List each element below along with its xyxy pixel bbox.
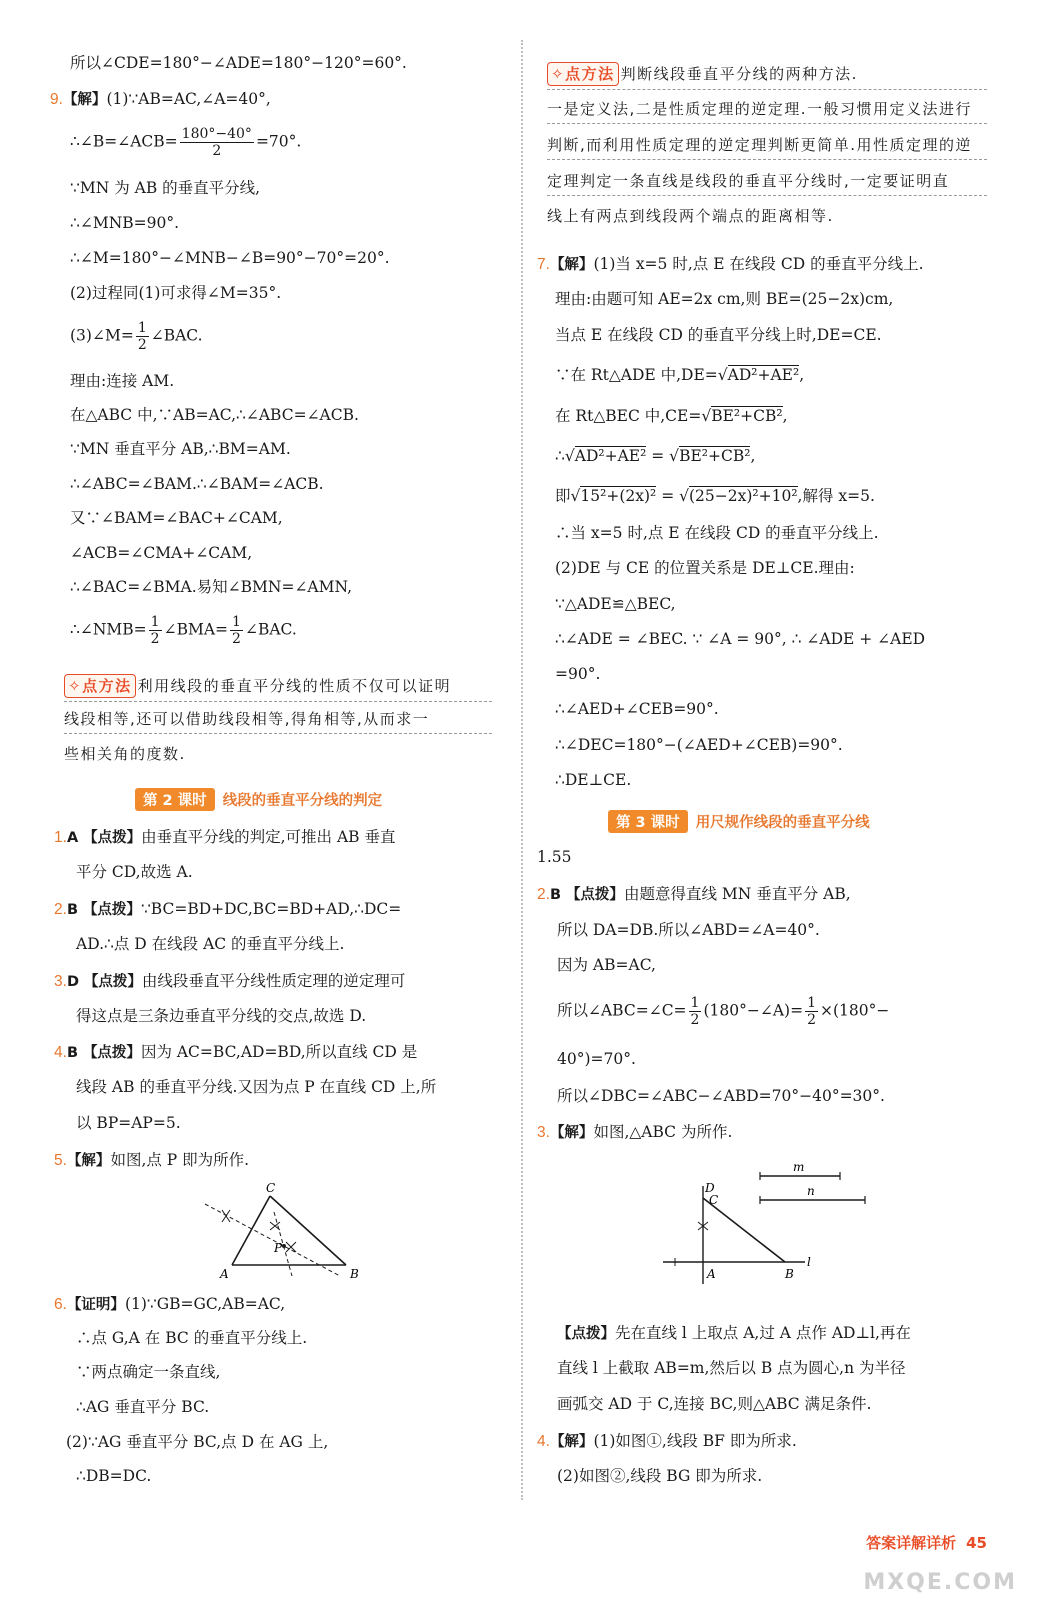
equation-line (70, 320, 203, 353)
hint-line (557, 1322, 911, 1345)
text-line: ∵MN 为 AB 的垂直平分线, (70, 179, 261, 197)
text-fragment: ∵BC=BD+DC,BC=BD+AD,∴DC= (140, 900, 402, 918)
label-c: C (266, 1182, 276, 1195)
label-b: B (350, 1267, 359, 1281)
question-number: 5. (54, 1152, 67, 1169)
text-line: 40°)=70°. (557, 1050, 636, 1068)
arc-mark (222, 1210, 230, 1222)
text-line: 因为 AB=AC, (557, 956, 656, 974)
section-header-2 (135, 788, 382, 812)
text-line: 直线 l 上截取 AB=m,然后以 B 点为圆心,n 为半径 (557, 1359, 906, 1377)
method-text: 线段相等,还可以借助线段相等,得角相等,从而求一 (64, 708, 492, 734)
arc-mark (286, 1242, 296, 1252)
text-line: 所以∠DBC=∠ABC−∠ABD=70°−40°=30°. (557, 1087, 885, 1105)
question-number: 6. (54, 1296, 67, 1313)
text-line: ∠ACB=∠CMA+∠CAM, (70, 544, 253, 562)
text-line: 所以 DA=DB.所以∠ABD=∠A=40°. (557, 921, 820, 939)
method-badge: ✧点方法 (547, 62, 619, 86)
fraction (180, 126, 254, 159)
fraction (689, 995, 702, 1028)
denominator: 2 (690, 1012, 700, 1028)
label-n: n (807, 1184, 815, 1198)
text-fragment: 由线段垂直平分线性质定理的逆定理可 (141, 972, 406, 990)
text-fragment: , (799, 366, 805, 384)
section-header-3 (608, 810, 870, 834)
equation-line: ∴√AD²+AE² = √BE²+CB², (555, 447, 756, 465)
text-fragment: 由垂直平分线的判定,可推出 AB 垂直 (141, 828, 396, 846)
question-1-s3 (537, 846, 572, 868)
text-fragment: ∴ (555, 447, 565, 465)
footer-label: 答案详解详析 (866, 1534, 957, 1552)
text-fragment: (1)∵GB=GC,AB=AC, (124, 1295, 286, 1313)
equation-line: ∵在 Rt△ADE 中,DE=√AD²+AE², (555, 366, 805, 384)
label-p: P (274, 1241, 283, 1255)
equation-line: 在 Rt△BEC 中,CE=√BE²+CB², (555, 407, 788, 425)
text-line: ∴∠AED+∠CEB=90°. (555, 700, 719, 718)
label-b: B (785, 1267, 794, 1281)
answer-choice: D (66, 974, 79, 990)
text-line: ∵MN 垂直平分 AB,∴BM=AM. (70, 440, 291, 458)
answer-tag: 【解】 (549, 257, 594, 273)
label-c: C (709, 1193, 719, 1207)
section-badge: 第 2 课时 (135, 788, 215, 811)
question-2 (54, 898, 401, 921)
text-line: ∴点 G,A 在 BC 的垂直平分线上. (76, 1329, 308, 1347)
label-m: m (793, 1160, 805, 1174)
text-line: (2)如图②,线段 BG 即为所求. (557, 1467, 763, 1485)
text-line: 所以∠CDE=180°−∠ADE=180°−120°=60°. (70, 54, 407, 72)
question-number: 4. (54, 1044, 67, 1061)
figure-construction (655, 1158, 875, 1288)
hint-tag: 【点拨】 (83, 974, 142, 990)
text-fragment: 即 (555, 487, 571, 505)
question-number: 7. (537, 256, 550, 273)
numerator: 1 (807, 995, 816, 1011)
text-line: 又∵∠BAM=∠BAC+∠CAM, (70, 509, 283, 527)
question-number: 2. (537, 886, 550, 903)
text-line: ∴∠M=180°−∠MNB−∠B=90°−70°=20°. (70, 249, 390, 267)
text-line: 理由:连接 AM. (70, 372, 175, 390)
text-line: ∴∠DEC=180°−(∠AED+∠CEB)=90°. (555, 736, 843, 754)
radicand: AD²+AE² (574, 447, 647, 465)
text-fragment: ×(180°− (819, 1001, 890, 1020)
denominator: 2 (150, 631, 160, 647)
text-fragment: ∴∠B=∠ACB= (70, 132, 178, 151)
page-number: 45 (966, 1534, 987, 1552)
denominator: 2 (137, 337, 147, 353)
question-4 (54, 1041, 417, 1064)
question-number: 3. (54, 973, 67, 990)
question-number: 1. (54, 829, 67, 846)
side-ac (232, 1196, 270, 1265)
answer-tag: 【解】 (62, 92, 107, 108)
text-fragment: 由题意得直线 MN 垂直平分 AB, (623, 885, 851, 903)
method-badge: ✧点方法 (64, 674, 136, 698)
question-number: 2. (54, 901, 67, 918)
text-line: 线段 AB 的垂直平分线.又因为点 P 在直线 CD 上,所 (76, 1078, 437, 1096)
radicand: 15²+(2x)² (580, 487, 657, 505)
question-9 (50, 88, 271, 111)
text-fragment: ∠BAC. (244, 620, 297, 639)
text-fragment: = (661, 487, 675, 505)
question-number: 9. (50, 91, 63, 108)
text-fragment: (1)如图①,线段 BF 即为所求. (593, 1432, 797, 1450)
text-fragment: (180°−∠A)= (703, 1001, 804, 1020)
text-line: 得这点是三条边垂直平分线的交点,故选 D. (76, 1007, 367, 1025)
method-text: 些相关角的度数. (64, 745, 186, 763)
text-line: ∴DB=DC. (76, 1467, 152, 1485)
text-line: =90°. (555, 665, 601, 683)
text-fragment: 在 Rt△BEC 中,CE= (555, 407, 702, 425)
text-fragment: , (750, 447, 756, 465)
text-line: ∵△ADE≌△BEC, (555, 595, 676, 613)
radicand: BE²+CB² (711, 407, 783, 425)
method-text: 判断,而利用性质定理的逆定理判断更简单.用性质定理的逆 (547, 134, 987, 160)
text-line: 平分 CD,故选 A. (76, 863, 193, 881)
text-fragment: 如图,点 P 即为所作. (110, 1151, 250, 1169)
proof-tag: 【证明】 (66, 1297, 125, 1313)
text-fragment: ∠BMA= (163, 620, 229, 639)
text-fragment: 1.55 (537, 848, 572, 866)
text-fragment: ∠BAC. (150, 326, 203, 345)
text-line: ∴∠ADE = ∠BEC. ∵ ∠A = 90°, ∴ ∠ADE + ∠AED (555, 630, 926, 648)
text-fragment: , (782, 407, 788, 425)
watermark: MXQE.COM (863, 1570, 1017, 1595)
text-fragment: (1)当 x=5 时,点 E 在线段 CD 的垂直平分线上. (593, 255, 924, 273)
numerator: 1 (690, 995, 700, 1011)
text-line: ∴DE⊥CE. (555, 771, 632, 789)
equation-line (70, 614, 297, 647)
text-fragment: = (651, 447, 665, 465)
arc-mark (270, 1222, 280, 1230)
text-line: 理由:由题可知 AE=2x cm,则 BE=(25−2x)cm, (555, 290, 894, 308)
text-fragment: 所以∠ABC=∠C= (557, 1001, 687, 1020)
hint-tag: 【点拨】 (565, 887, 624, 903)
label-d: D (705, 1181, 715, 1195)
numerator: 1 (137, 320, 147, 336)
denominator: 2 (232, 631, 241, 647)
section-badge: 第 3 课时 (608, 810, 688, 833)
question-2-s3 (537, 883, 851, 906)
equation-line (70, 126, 301, 159)
numerator: 180°−40° (181, 126, 252, 142)
text-fragment: ∵在 Rt△ADE 中,DE= (555, 366, 718, 384)
text-fragment: =70°. (255, 132, 302, 151)
question-7 (537, 253, 924, 276)
method-text: 利用线段的垂直平分线的性质不仅可以证明 (137, 677, 452, 695)
answer-tag: 【解】 (549, 1434, 594, 1450)
hint-tag: 【点拨】 (82, 1045, 141, 1061)
text-line: 画弧交 AD 于 C,连接 BC,则△ABC 满足条件. (557, 1395, 872, 1413)
section-title: 线段的垂直平分线的判定 (222, 793, 383, 809)
text-line: (2)∵AG 垂直平分 BC,点 D 在 AG 上, (66, 1433, 329, 1451)
question-number: 3. (537, 1124, 550, 1141)
text-line: 在△ABC 中,∵AB=AC,∴∠ABC=∠ACB. (70, 406, 359, 424)
answer-tag: 【解】 (549, 1125, 594, 1141)
hint-tag: 【点拨】 (82, 902, 141, 918)
fraction (230, 614, 243, 647)
text-fragment: 因为 AC=BC,AD=BD,所以直线 CD 是 (140, 1043, 418, 1061)
figure-triangle-p (200, 1182, 370, 1282)
answer-tag: 【解】 (66, 1153, 111, 1169)
text-line: ∵两点确定一条直线, (76, 1363, 221, 1381)
radicand: AD²+AE² (727, 366, 800, 384)
question-number: 4. (537, 1433, 550, 1450)
method-text: 定理判定一条直线是线段的垂直平分线时,一定要证明直 (547, 170, 987, 196)
question-3-s3 (537, 1121, 732, 1144)
method-box-1 (64, 674, 492, 702)
denominator: 2 (212, 143, 222, 159)
text-line: ∴∠ABC=∠BAM.∴∠BAM=∠ACB. (70, 475, 324, 493)
text-fragment: ∴∠NMB= (70, 620, 147, 639)
point-p (282, 1244, 286, 1248)
text-line: AD.∴点 D 在线段 AC 的垂直平分线上. (76, 935, 345, 953)
answer-choice: B (66, 1045, 78, 1061)
label-a: A (707, 1267, 716, 1281)
equation-line (557, 995, 889, 1028)
fraction (136, 320, 149, 353)
answer-choice: B (549, 887, 561, 903)
text-line: (2)过程同(1)可求得∠M=35°. (70, 284, 282, 302)
text-fragment: 如图,△ABC 为所作. (593, 1123, 733, 1141)
question-4-s3 (537, 1430, 797, 1453)
text-line: ∴AG 垂直平分 BC. (76, 1398, 210, 1416)
question-6 (54, 1293, 285, 1316)
question-5 (54, 1149, 249, 1172)
fraction (805, 995, 818, 1028)
text-line: (2)DE 与 CE 的位置关系是 DE⊥CE.理由: (555, 559, 855, 577)
hint-tag: 【点拨】 (557, 1326, 615, 1342)
section-title: 用尺规作线段的垂直平分线 (695, 815, 870, 831)
text-fragment: ,解得 x=5. (797, 487, 875, 505)
numerator: 1 (150, 614, 160, 630)
text-line: ∴∠MNB=90°. (70, 214, 180, 232)
question-3 (54, 970, 405, 993)
text-fragment: (3)∠M= (70, 326, 134, 345)
label-a: A (220, 1267, 229, 1281)
answer-choice: B (66, 902, 78, 918)
label-l: l (807, 1255, 811, 1269)
text-line: 当点 E 在线段 CD 的垂直平分线上时,DE=CE. (555, 326, 882, 344)
equation-line: 即√15²+(2x)² = √(25−2x)²+10²,解得 x=5. (555, 487, 875, 505)
radicand: BE²+CB² (679, 447, 751, 465)
question-1 (54, 826, 395, 849)
answer-choice: A (66, 830, 79, 846)
method-text: 线上有两点到线段两个端点的距离相等. (547, 207, 834, 225)
segment-bc (703, 1198, 785, 1262)
radicand: (25−2x)²+10² (689, 487, 798, 505)
numerator: 1 (232, 614, 241, 630)
text-line: (1)∵AB=AC,∠A=40°, (106, 90, 271, 108)
text-line: ∴∠BAC=∠BMA.易知∠BMN=∠AMN, (70, 578, 352, 596)
hint-tag: 【点拨】 (83, 830, 142, 846)
method-box-2 (547, 62, 987, 90)
fraction (149, 614, 162, 647)
method-text: 一是定义法,二是性质定理的逆定理.一般习惯用定义法进行 (547, 98, 987, 124)
method-text: 判断线段垂直平分线的两种方法. (620, 65, 858, 83)
column-divider (521, 40, 523, 1500)
text-fragment: 先在直线 l 上取点 A,过 A 点作 AD⊥l,再在 (615, 1324, 911, 1342)
text-line: 以 BP=AP=5. (76, 1114, 181, 1132)
page-footer (866, 1532, 987, 1553)
denominator: 2 (807, 1012, 816, 1028)
text-line: ∴当 x=5 时,点 E 在线段 CD 的垂直平分线上. (555, 524, 879, 542)
